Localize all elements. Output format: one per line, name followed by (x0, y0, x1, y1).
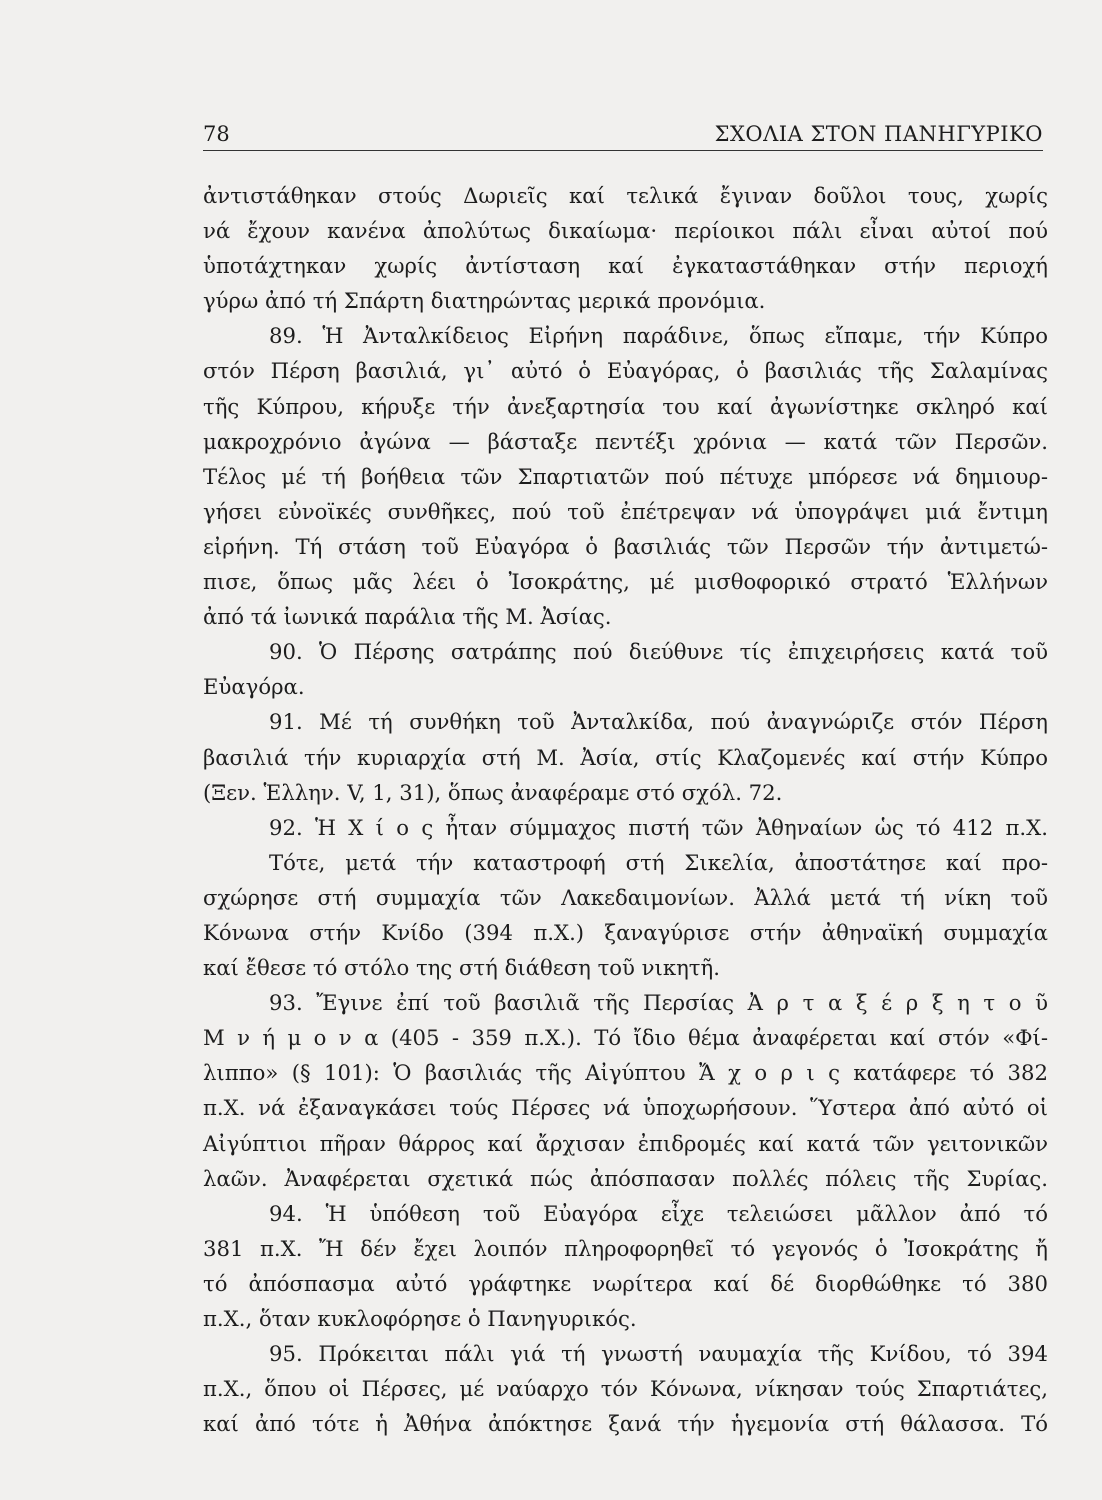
text-line: 95. Πρόκειται πάλι γιά τή γνωστή ναυμαχία τῆς Κνίδου, τό 394 (269, 1341, 1048, 1367)
text-line: π.Χ., ὅταν κυκλοφόρησε ὁ Πανηγυρικός. (203, 1306, 637, 1331)
text-line: 91. Μέ τή συνθήκη τοῦ Ἀνταλκίδα, πού ἀναγνώριζε στόν Πέρση (269, 709, 1048, 735)
text-line: βασιλιά τήν κυριαρχία στή Μ. Ἀσία, στίς Κλαζομενές καί στήν Κύπρο (203, 744, 1048, 770)
text-line: μακροχρόνιο ἀγώνα — βάσταξε πεντέξι χρόνια — κατά τῶν Περσῶν. (203, 428, 1048, 454)
running-title: ΣΧΟΛΙΑ ΣΤΟΝ ΠΑΝΗΓΥΡΙΚΟ (714, 122, 1043, 146)
text-line: 90. Ὁ Πέρσης σατράπης πού διεύθυνε τίς ἐπιχειρήσεις κατά τοῦ (269, 639, 1048, 665)
text-line: λιππο» (§ 101): Ὁ βασιλιάς τῆς Αἰγύπτου Ἄ χ ο ρ ι ς κατάφερε τό 382 (203, 1060, 1048, 1086)
page-number: 78 (203, 122, 230, 146)
text-line: 93. Ἔγινε ἐπί τοῦ βασιλιᾶ τῆς Περσίας Ἀ ρ τ α ξ έ ρ ξ η τ ο ῦ (269, 990, 1048, 1016)
text-line: π.Χ. νά ἐξαναγκάσει τούς Πέρσες νά ὑποχωρήσουν. Ὕστερα ἀπό αὐτό οἱ (203, 1095, 1048, 1121)
text-line: καί ἔθεσε τό στόλο της στή διάθεση τοῦ νικητῆ. (203, 955, 720, 981)
text-line: στόν Πέρση βασιλιά, γι᾽ αὐτό ὁ Εὐαγόρας, ὁ βασιλιάς τῆς Σαλαμίνας (203, 358, 1048, 384)
text-line: πισε, ὅπως μᾶς λέει ὁ Ἰσοκράτης, μέ μισθοφορικό στρατό Ἑλλήνων (203, 569, 1048, 595)
text-line: Μ ν ή μ ο ν α (405 - 359 π.Χ.). Τό ἴδιο θέμα ἀναφέρεται καί στόν «Φί- (203, 1025, 1048, 1051)
text-line: Αἰγύπτιοι πῆραν θάρρος καί ἄρχισαν ἐπιδρομές καί κατά τῶν γειτονικῶν (203, 1130, 1048, 1156)
body-text (203, 178, 1048, 1441)
text-line: 92. Ἡ Χ ί ο ς ἦταν σύμμαχος πιστή τῶν Ἀθηναίων ὡς τό 412 π.Χ. (269, 814, 1048, 840)
text-line: λαῶν. Ἀναφέρεται σχετικά πώς ἀπόσπασαν πολλές πόλεις τῆς Συρίας. (203, 1165, 1048, 1191)
text-line: Τότε, μετά τήν καταστροφή στή Σικελία, ἀποστάτησε καί προ- (269, 849, 1048, 875)
text-line: ὑποτάχτηκαν χωρίς ἀντίσταση καί ἐγκαταστάθηκαν στήν περιοχή (203, 253, 1048, 279)
text-line: 94. Ἡ ὑπόθεση τοῦ Εὐαγόρα εἶχε τελειώσει μᾶλλον ἀπό τό (269, 1200, 1048, 1226)
text-line: τό ἀπόσπασμα αὐτό γράφτηκε νωρίτερα καί δέ διορθώθηκε τό 380 (203, 1270, 1048, 1296)
text-line: τῆς Κύπρου, κήρυξε τήν ἀνεξαρτησία του καί ἀγωνίστηκε σκληρό καί (203, 393, 1048, 419)
text-line: π.Χ., ὅπου οἱ Πέρσες, μέ ναύαρχο τόν Κόνωνα, νίκησαν τούς Σπαρτιάτες, (203, 1376, 1048, 1402)
page-header (203, 118, 1043, 151)
text-line: εἰρήνη. Τή στάση τοῦ Εὐαγόρα ὁ βασιλιάς τῶν Περσῶν τήν ἀντιμετώ- (203, 533, 1048, 559)
text-line: Τέλος μέ τή βοήθεια τῶν Σπαρτιατῶν πού πέτυχε μπόρεσε νά δημιουρ- (203, 463, 1048, 489)
text-line: Εὐαγόρα. (203, 674, 305, 700)
text-line: 89. Ἡ Ἀνταλκίδειος Εἰρήνη παράδινε, ὅπως εἴπαμε, τήν Κύπρο (269, 323, 1048, 349)
text-line: ἀπό τά ἰωνικά παράλια τῆς Μ. Ἀσίας. (203, 604, 612, 630)
text-line: 381 π.Χ. Ἤ δέν ἔχει λοιπόν πληροφορηθεῖ τό γεγονός ὁ Ἰσοκράτης ἤ (203, 1235, 1048, 1261)
text-line: καί ἀπό τότε ἡ Ἀθήνα ἀπόκτησε ξανά τήν ἡγεμονία στή θάλασσα. Τό (203, 1411, 1048, 1437)
text-line: γήσει εὐνοϊκές συνθῆκες, πού τοῦ ἐπέτρεψαν νά ὑπογράψει μιά ἔντιμη (203, 498, 1048, 524)
text-line: ἀντιστάθηκαν στούς Δωριεῖς καί τελικά ἔγιναν δοῦλοι τους, χωρίς (203, 183, 1048, 208)
text-line: γύρω ἀπό τή Σπάρτη διατηρώντας μερικά προνόμια. (203, 288, 766, 314)
text-line: σχώρησε στή συμμαχία τῶν Λακεδαιμονίων. Ἀλλά μετά τή νίκη τοῦ (203, 884, 1048, 910)
text-line: νά ἔχουν κανένα ἀπολύτως δικαίωμα· περίοικοι πάλι εἶναι αὐτοί πού (203, 218, 1048, 244)
text-line: Κόνωνα στήν Κνίδο (394 π.Χ.) ξαναγύρισε στήν ἀθηναϊκή συμμαχία (203, 919, 1048, 945)
text-line: (Ξεν. Ἑλλην. V, 1, 31), ὅπως ἀναφέραμε στό σχόλ. 72. (203, 779, 783, 805)
